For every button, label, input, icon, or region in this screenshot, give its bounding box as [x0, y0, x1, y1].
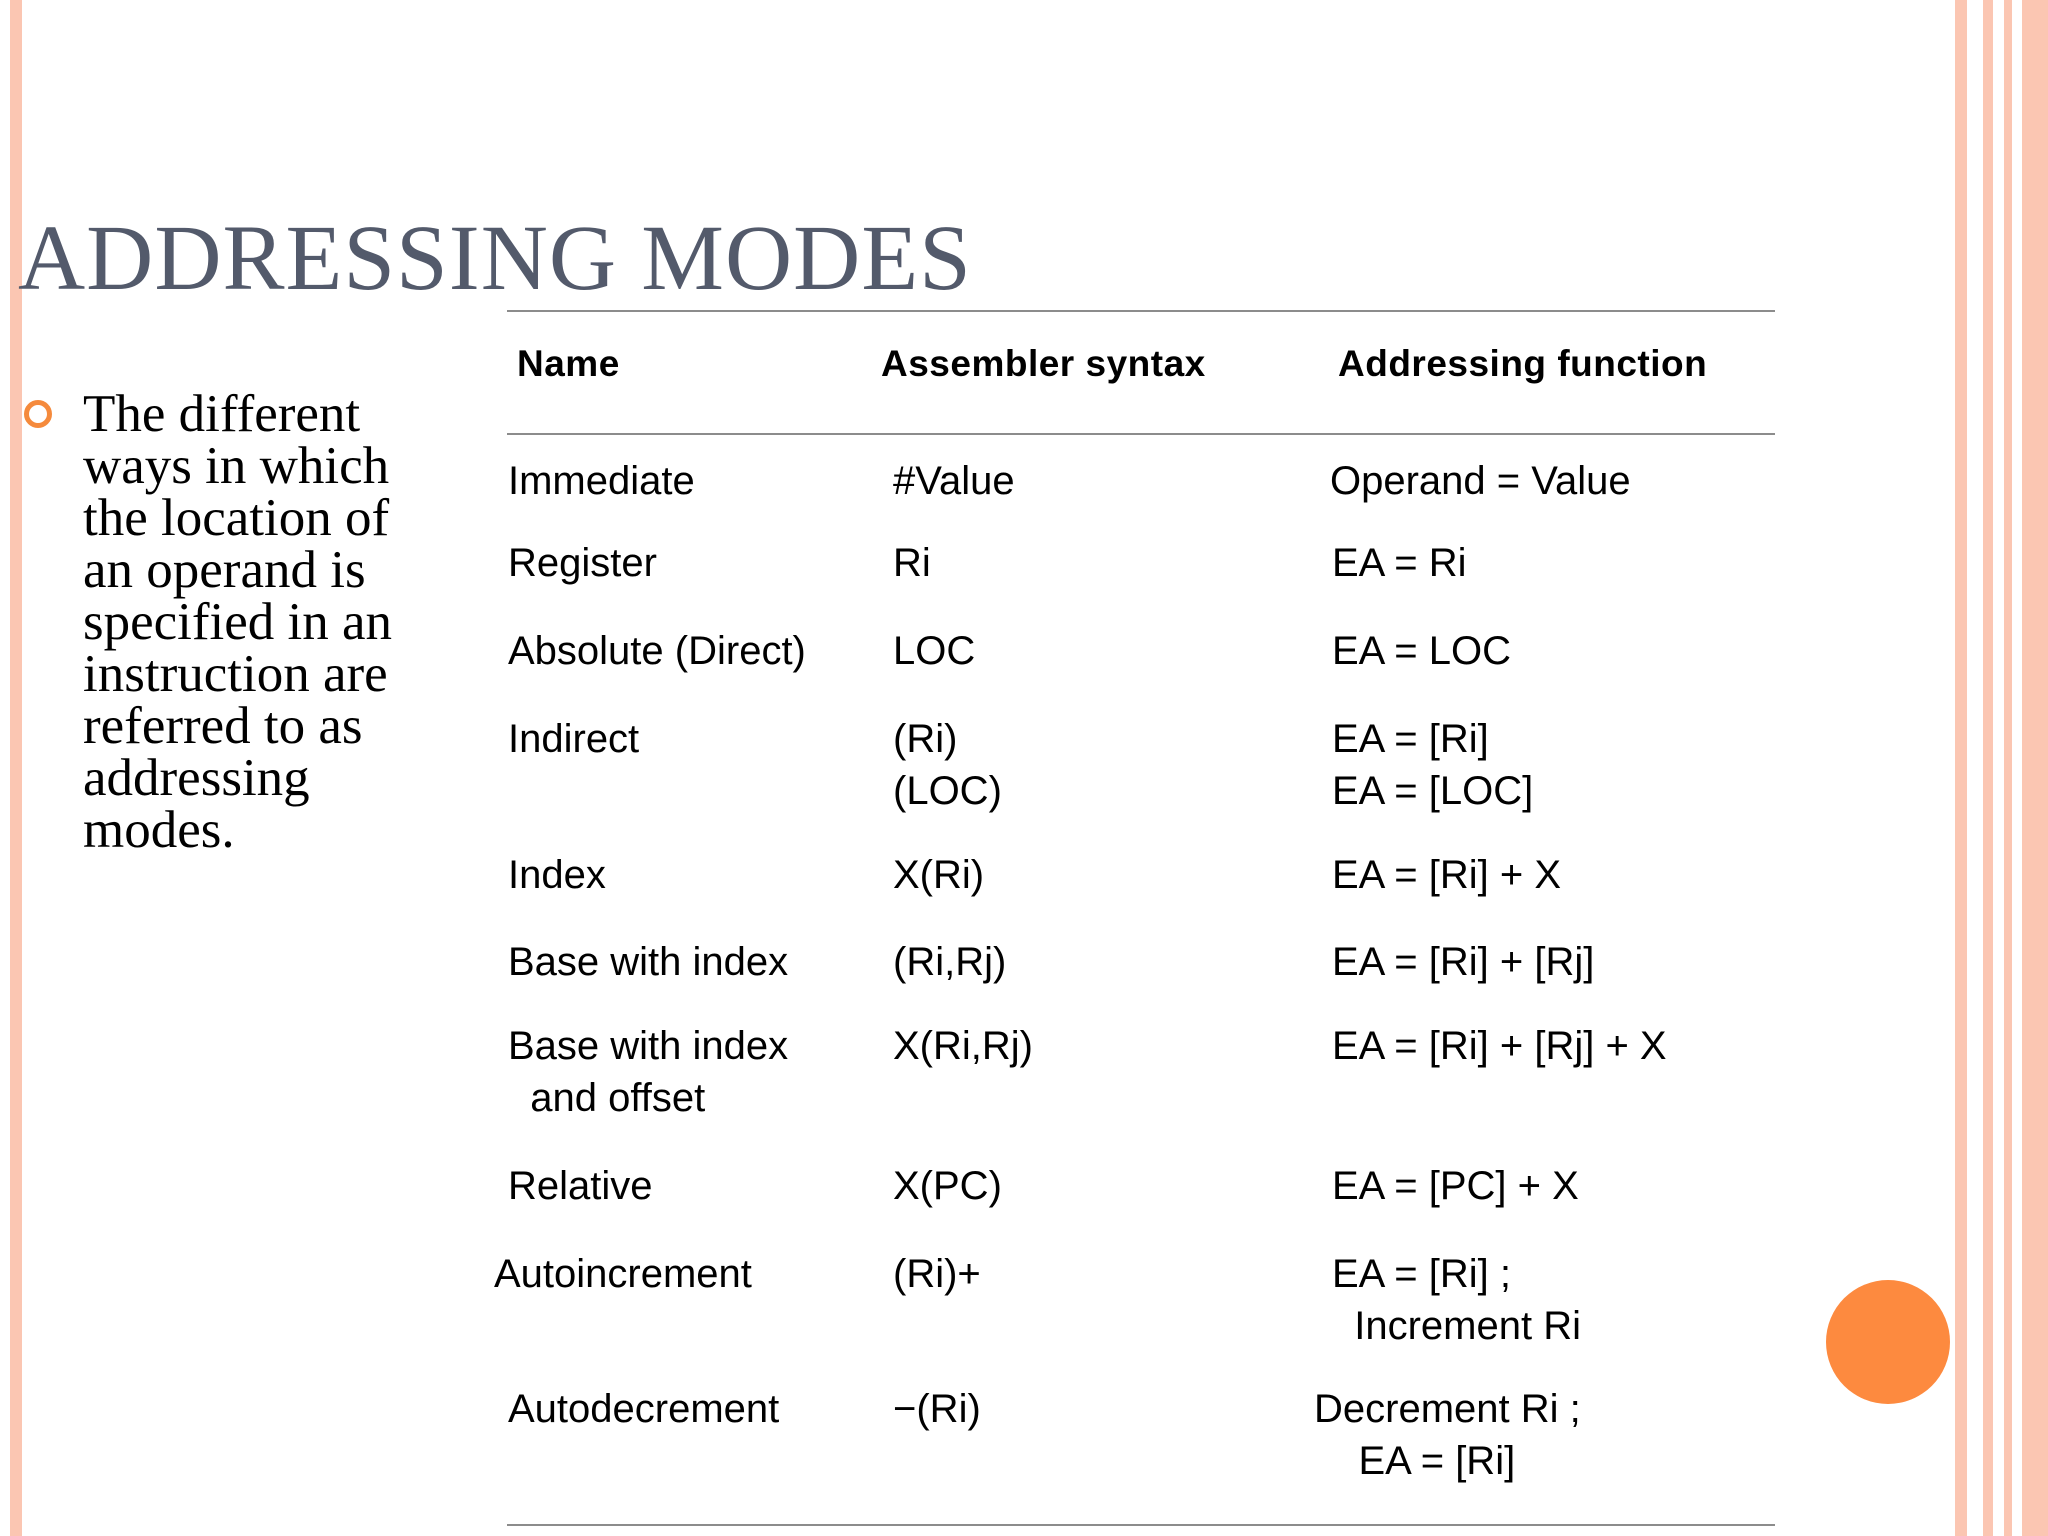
table-cell-function: EA = [Ri] ; Increment Ri [1332, 1252, 1581, 1348]
table-cell-syntax: LOC [893, 629, 976, 673]
table-cell-function: Decrement Ri ; EA = [Ri] [1314, 1387, 1581, 1483]
right-border-stripe [1955, 0, 1967, 1536]
table-cell-name: Index [508, 853, 606, 897]
slide-title: ADDRESSING MODES [18, 207, 972, 310]
table-cell-function: EA = [Ri] + X [1332, 853, 1562, 897]
table-cell-function: EA = [Ri] + [Rj] + X [1332, 1024, 1667, 1068]
table-cell-function: EA = [Ri] EA = [LOC] [1332, 717, 1534, 813]
table-cell-name: Base with index and offset [508, 1024, 789, 1120]
table-header-rule [507, 433, 1775, 435]
table-cell-function: EA = LOC [1332, 629, 1511, 673]
table-cell-syntax: (Ri) (LOC) [893, 717, 1002, 813]
right-border-stripe [1983, 0, 1993, 1536]
table-cell-name: Absolute (Direct) [508, 629, 806, 673]
table-cell-syntax: #Value [893, 459, 1015, 503]
table-cell-function: EA = [Ri] + [Rj] [1332, 940, 1595, 984]
table-cell-syntax: X(Ri,Rj) [893, 1024, 1033, 1068]
table-cell-syntax: X(Ri) [893, 853, 985, 897]
table-cell-function: EA = Ri [1332, 541, 1467, 585]
table-cell-function: EA = [PC] + X [1332, 1164, 1579, 1208]
table-cell-syntax: (Ri)+ [893, 1252, 981, 1296]
table-cell-name: Indirect [508, 717, 640, 761]
right-border-stripe [2004, 0, 2012, 1536]
table-bottom-rule [507, 1524, 1775, 1526]
table-cell-name: Base with index [508, 940, 789, 984]
table-cell-name: Immediate [508, 459, 695, 503]
header-name: Name [517, 343, 620, 384]
decorative-orange-circle [1826, 1280, 1950, 1404]
table-top-rule [507, 310, 1775, 312]
table-cell-name: Register [508, 541, 657, 585]
table-cell-function: Operand = Value [1330, 459, 1631, 503]
bullet-icon [24, 400, 52, 428]
header-assembler-syntax: Assembler syntax [881, 343, 1206, 384]
bullet-text: The different ways in which the location of an operand is specified in an instruction are referred to as addressing modes. [83, 385, 393, 859]
table-cell-syntax: −(Ri) [893, 1387, 981, 1431]
table-cell-syntax: X(PC) [893, 1164, 1002, 1208]
table-cell-name: Autoincrement [494, 1252, 752, 1296]
header-addressing-function: Addressing function [1338, 343, 1708, 384]
table-cell-name: Autodecrement [508, 1387, 780, 1431]
table-cell-name: Relative [508, 1164, 653, 1208]
right-border-stripe [2022, 0, 2048, 1536]
table-cell-syntax: Ri [893, 541, 931, 585]
table-cell-syntax: (Ri,Rj) [893, 940, 1007, 984]
